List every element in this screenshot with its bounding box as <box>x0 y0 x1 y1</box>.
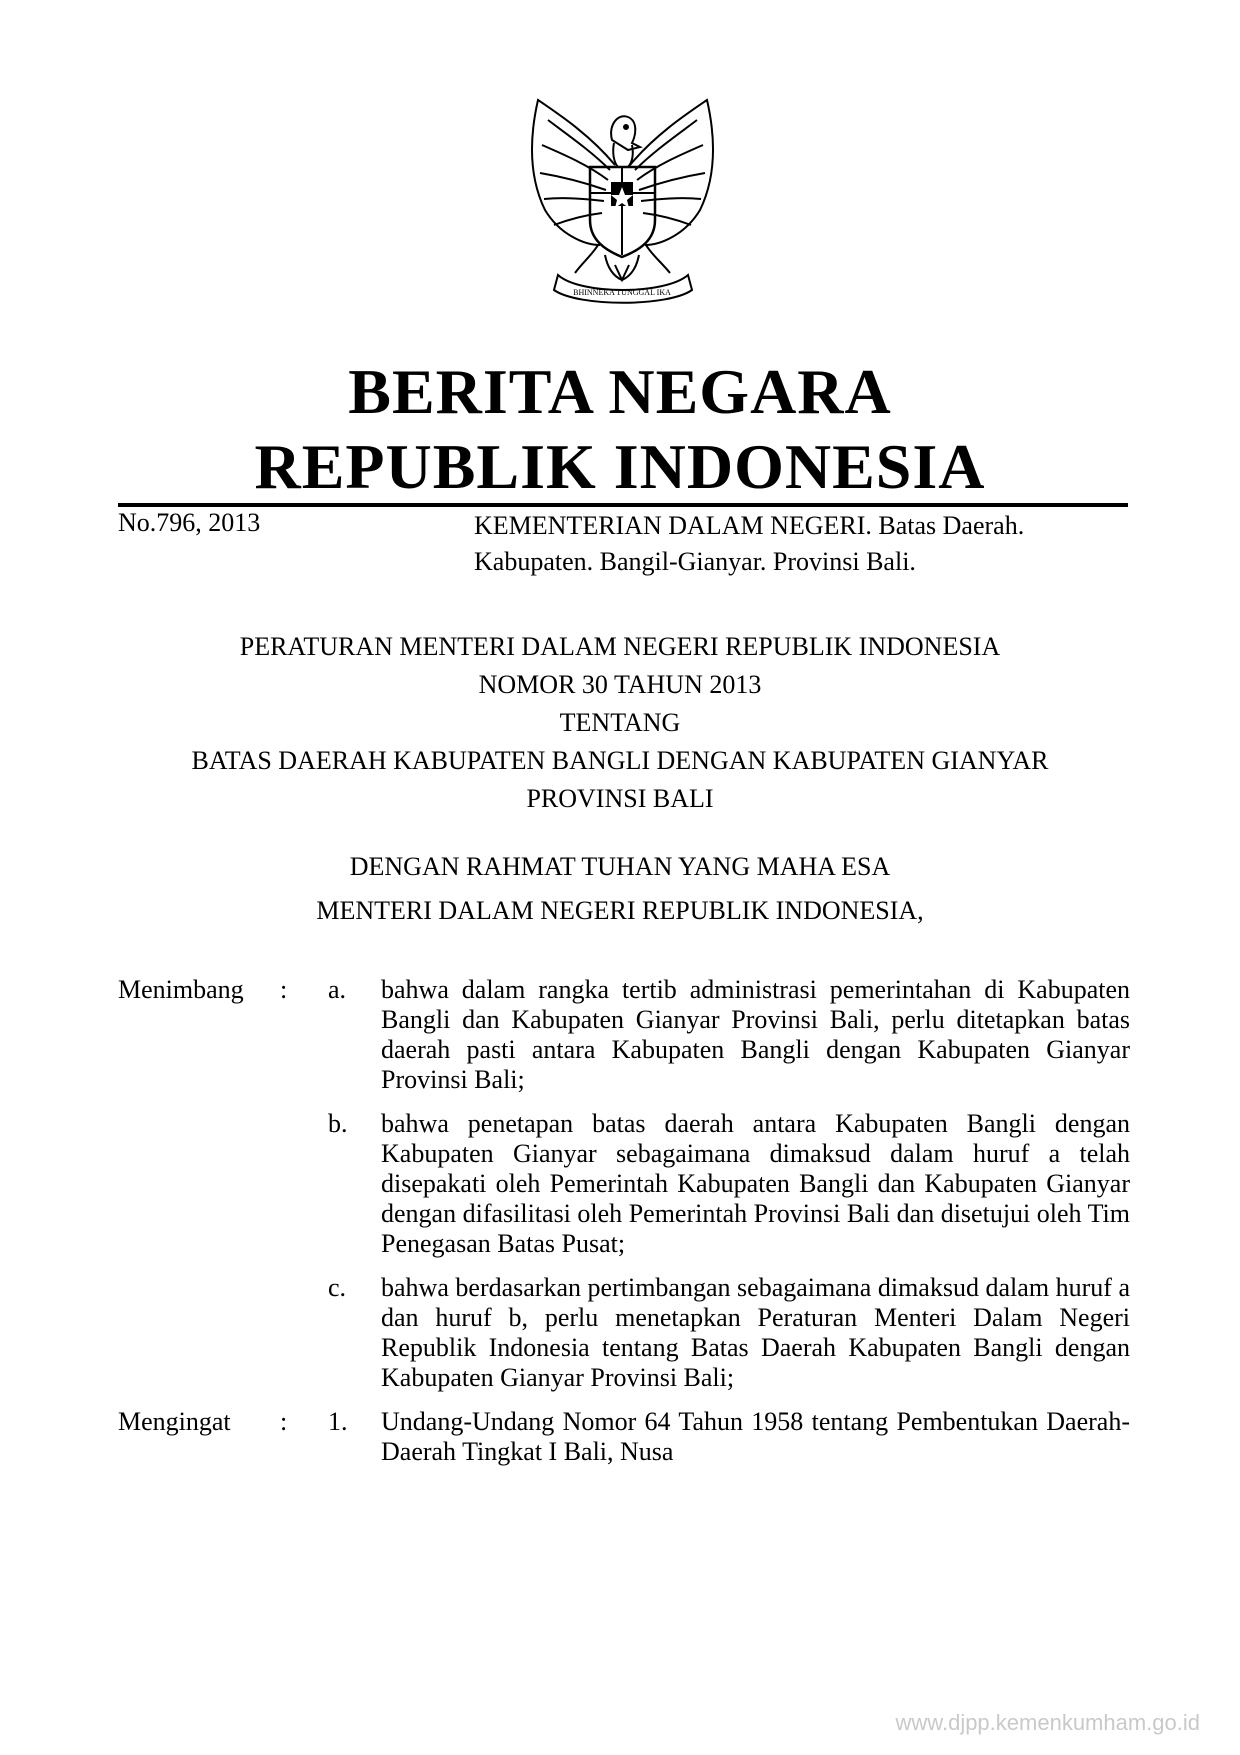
regulation-tentang: TENTANG <box>559 708 681 737</box>
preamble-line2: MENTERI DALAM NEGERI REPUBLIK INDONESIA, <box>316 896 924 925</box>
preamble <box>0 845 1240 933</box>
regulation-number: NOMOR 30 TAHUN 2013 <box>478 670 762 699</box>
item-marker: b. <box>328 1109 348 1138</box>
regulation-subject-line2: PROVINSI BALI <box>526 784 714 813</box>
menimbang-label: Menimbang <box>118 975 244 1004</box>
gazette-subject <box>474 508 1130 580</box>
item-marker: a. <box>328 975 347 1004</box>
mengingat-colon: : <box>280 1407 288 1436</box>
regulation-title-line1: PERATURAN MENTERI DALAM NEGERI REPUBLIK INDONESIA <box>239 632 1001 661</box>
menimbang-text-b: bahwa penetapan batas daerah antara Kabupaten Bangli dengan Kabupaten Gianyar sebagaimana dimaksud dalam huruf a telah disepakati oleh Pemerintah Kabupaten Bangli dan Kabupaten Gianyar dengan difasilitasi oleh Pemerintah Provinsi Bali dan disetujui oleh Tim Penegasan Batas Pusat; <box>381 1109 1130 1258</box>
masthead-rule <box>118 503 1128 507</box>
menimbang-colon: : <box>280 975 288 1004</box>
menimbang-item <box>118 975 1130 1095</box>
garuda-emblem <box>520 95 725 310</box>
item-marker: 1. <box>328 1407 348 1436</box>
emblem-motto-text: BHINNEKA TUNGGAL IKA <box>573 288 671 297</box>
gazette-subject-line2: Kabupaten. Bangil-Gianyar. Provinsi Bali. <box>474 547 916 576</box>
regulation-title <box>0 628 1240 818</box>
menimbang-text-c: bahwa berdasarkan pertimbangan sebagaimana dimaksud dalam huruf a dan huruf b, perlu menetapkan Peraturan Menteri Dalam Negeri Republik Indonesia tentang Batas Daerah Kabupaten Bangli dengan Kabupaten Gianyar Provinsi Bali; <box>381 1273 1130 1392</box>
mengingat-item <box>118 1407 1130 1467</box>
mengingat-label: Mengingat <box>118 1407 231 1436</box>
regulation-subject-line1: BATAS DAERAH KABUPATEN BANGLI DENGAN KABUPATEN GIANYAR <box>191 746 1049 775</box>
source-watermark: www.djpp.kemenkumham.go.id <box>895 1710 1200 1735</box>
masthead-title-line1: BERITA NEGARA <box>348 356 892 427</box>
masthead-title-line2: REPUBLIK INDONESIA <box>254 431 986 502</box>
menimbang-item <box>118 1109 1130 1259</box>
item-marker: c. <box>328 1273 347 1302</box>
mengingat-text-1: Undang-Undang Nomor 64 Tahun 1958 tentang Pembentukan Daerah-Daerah Tingkat I Bali, Nusa <box>381 1407 1130 1466</box>
gazette-subject-line1: KEMENTERIAN DALAM NEGERI. Batas Daerah. <box>474 511 1025 540</box>
menimbang-text-a: bahwa dalam rangka tertib administrasi pemerintahan di Kabupaten Bangli dan Kabupaten Gianyar Provinsi Bali, perlu ditetapkan batas daerah pasti antara Kabupaten Bangli dengan Kabupaten Gianyar Provinsi Bali; <box>381 975 1130 1094</box>
gazette-number: No.796, 2013 <box>118 508 261 537</box>
preamble-line1: DENGAN RAHMAT TUHAN YANG MAHA ESA <box>349 852 891 881</box>
menimbang-section <box>118 975 1130 1467</box>
menimbang-item <box>118 1273 1130 1393</box>
